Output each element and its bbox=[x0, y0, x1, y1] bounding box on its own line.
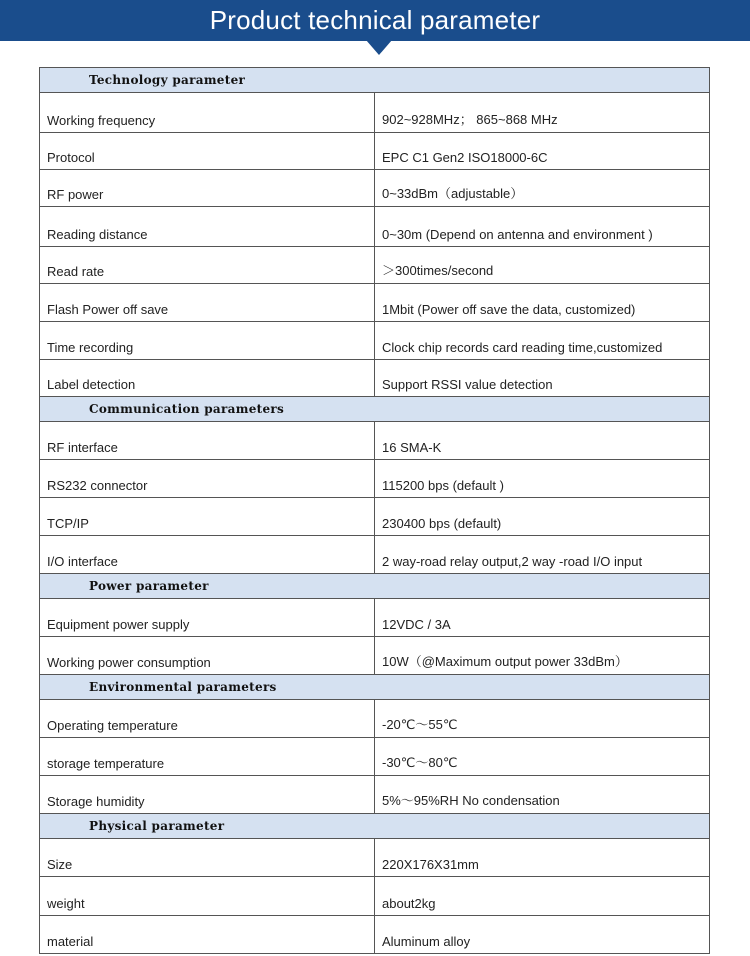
table-row bbox=[40, 536, 710, 574]
section-header-row bbox=[40, 675, 710, 700]
table-row bbox=[40, 360, 710, 397]
table-row bbox=[40, 207, 710, 247]
param-label: RS232 connector bbox=[40, 460, 375, 498]
section-header-row bbox=[40, 397, 710, 422]
param-value: 0~30m (Depend on antenna and environment ) bbox=[375, 207, 710, 247]
param-label: Flash Power off save bbox=[40, 284, 375, 322]
param-label: RF interface bbox=[40, 422, 375, 460]
section-title: Technology parameter bbox=[40, 68, 710, 93]
banner-pointer-arrow bbox=[366, 40, 392, 55]
param-label: Storage humidity bbox=[40, 776, 375, 814]
param-value: 902~928MHz； 865~868 MHz bbox=[375, 93, 710, 133]
table-row bbox=[40, 322, 710, 360]
param-label: TCP/IP bbox=[40, 498, 375, 536]
table-row bbox=[40, 133, 710, 170]
param-label: Operating temperature bbox=[40, 700, 375, 738]
section-title: Environmental parameters bbox=[40, 675, 710, 700]
param-value: ＞300times/second bbox=[375, 247, 710, 284]
section-header-row bbox=[40, 68, 710, 93]
param-value: 2 way-road relay output,2 way -road I/O input bbox=[375, 536, 710, 574]
table-row bbox=[40, 422, 710, 460]
param-value: about2kg bbox=[375, 877, 710, 916]
table-row bbox=[40, 637, 710, 675]
param-value: 220X176X31mm bbox=[375, 839, 710, 877]
param-label: storage temperature bbox=[40, 738, 375, 776]
param-value: 12VDC / 3A bbox=[375, 599, 710, 637]
table-row bbox=[40, 93, 710, 133]
table-row bbox=[40, 700, 710, 738]
table-row bbox=[40, 738, 710, 776]
table-row bbox=[40, 599, 710, 637]
param-value: 115200 bps (default ) bbox=[375, 460, 710, 498]
table-row bbox=[40, 460, 710, 498]
section-title: Physical parameter bbox=[40, 814, 710, 839]
param-label: Working frequency bbox=[40, 93, 375, 133]
table-row bbox=[40, 247, 710, 284]
param-value: Aluminum alloy bbox=[375, 916, 710, 954]
table-row bbox=[40, 916, 710, 954]
param-label: Reading distance bbox=[40, 207, 375, 247]
param-value: 10W（@Maximum output power 33dBm） bbox=[375, 637, 710, 675]
table-row bbox=[40, 839, 710, 877]
param-label: Protocol bbox=[40, 133, 375, 170]
section-header-row bbox=[40, 814, 710, 839]
table-row bbox=[40, 170, 710, 207]
param-value: 0~33dBm（adjustable） bbox=[375, 170, 710, 207]
param-value: 1Mbit (Power off save the data, customized) bbox=[375, 284, 710, 322]
param-label: Equipment power supply bbox=[40, 599, 375, 637]
page-title: Product technical parameter bbox=[209, 5, 541, 35]
param-label: RF power bbox=[40, 170, 375, 207]
section-header-row bbox=[40, 574, 710, 599]
param-value: Support RSSI value detection bbox=[375, 360, 710, 397]
param-value: EPC C1 Gen2 ISO18000-6C bbox=[375, 133, 710, 170]
param-value: 16 SMA-K bbox=[375, 422, 710, 460]
section-title: Communication parameters bbox=[40, 397, 710, 422]
param-value: 5%～95%RH No condensation bbox=[375, 776, 710, 814]
param-label: Time recording bbox=[40, 322, 375, 360]
table-row bbox=[40, 284, 710, 322]
param-label: Working power consumption bbox=[40, 637, 375, 675]
param-value: 230400 bps (default) bbox=[375, 498, 710, 536]
param-label: material bbox=[40, 916, 375, 954]
spec-table bbox=[39, 67, 710, 954]
section-title: Power parameter bbox=[40, 574, 710, 599]
param-label: Read rate bbox=[40, 247, 375, 284]
param-value: -20℃～55℃ bbox=[375, 700, 710, 738]
param-label: weight bbox=[40, 877, 375, 916]
param-value: -30℃～80℃ bbox=[375, 738, 710, 776]
param-label: Label detection bbox=[40, 360, 375, 397]
param-label: I/O interface bbox=[40, 536, 375, 574]
param-value: Clock chip records card reading time,customized bbox=[375, 322, 710, 360]
table-row bbox=[40, 877, 710, 916]
table-row bbox=[40, 776, 710, 814]
table-row bbox=[40, 498, 710, 536]
param-label: Size bbox=[40, 839, 375, 877]
